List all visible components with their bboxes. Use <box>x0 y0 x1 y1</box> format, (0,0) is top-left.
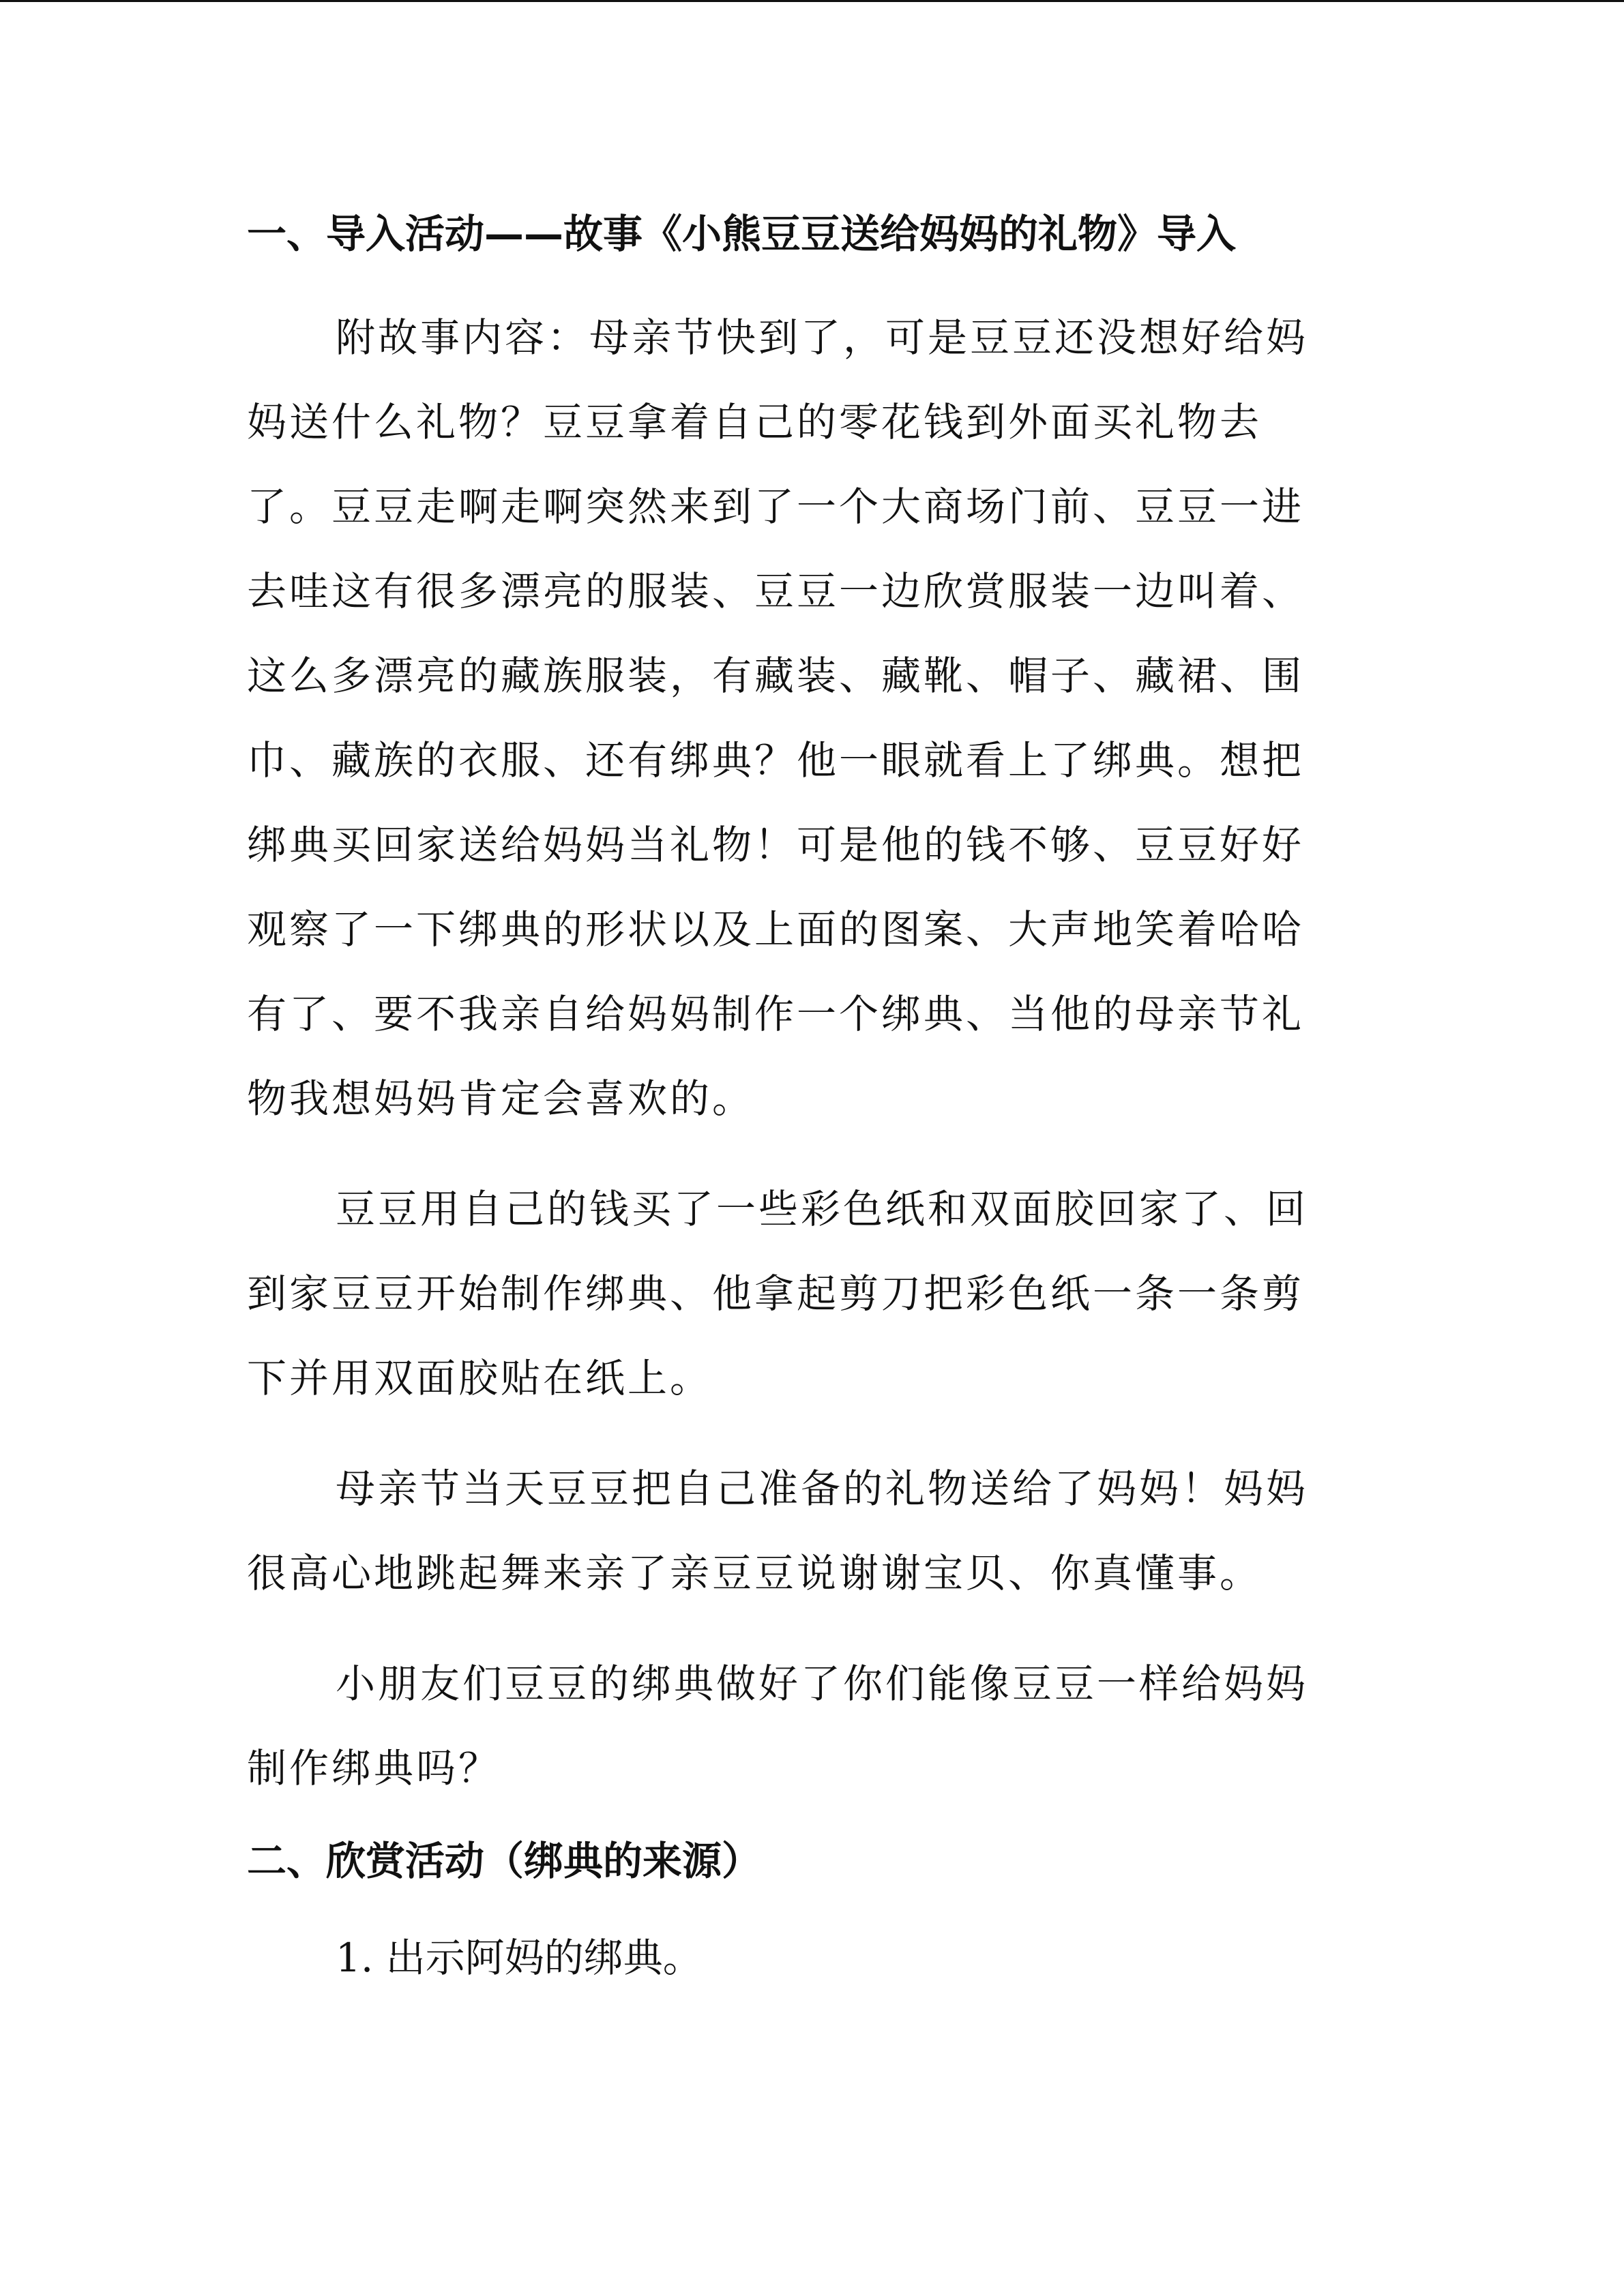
story-paragraph: 小朋友们豆豆的绑典做好了你们能像豆豆一样给妈妈制作绑典吗？ <box>247 1660 1309 1791</box>
story-paragraph: 豆豆用自己的钱买了一些彩色纸和双面胶回家了、回到家豆豆开始制作绑典、他拿起剪刀把彩色纸一条一条剪下并用双面胶贴在纸上。 <box>247 1186 1309 1401</box>
section-heading-intro: 一、导入活动——故事《小熊豆豆送给妈妈的礼物》导入 <box>247 211 1237 257</box>
document-body <box>247 207 1335 2000</box>
story-paragraph: 附故事内容：母亲节快到了，可是豆豆还没想好给妈妈送什么礼物？豆豆拿着自己的零花钱到外面买礼物去了。豆豆走啊走啊突然来到了一个大商场门前、豆豆一进去哇这有很多漂亮的服装、豆豆一边欣赏服装一边叫着、这么多漂亮的藏族服装，有藏装、藏靴、帽子、藏裙、围巾、藏族的衣服、还有绑典？他一眼就看上了绑典。想把绑典买回家送给妈妈当礼物！可是他的钱不够、豆豆好好观察了一下绑典的形状以及上面的图案、大声地笑着哈哈有了、要不我亲自给妈妈制作一个绑典、当他的母亲节礼物我想妈妈肯定会喜欢的。 <box>247 314 1309 1122</box>
list-item: 1. 出示阿妈的绑典。 <box>336 1935 703 1981</box>
story-paragraph: 母亲节当天豆豆把自己准备的礼物送给了妈妈！妈妈很高心地跳起舞来亲了亲豆豆说谢谢宝贝、你真懂事。 <box>247 1465 1309 1596</box>
section-heading-appreciation: 二、欣赏活动（绑典的来源） <box>247 1838 762 1884</box>
